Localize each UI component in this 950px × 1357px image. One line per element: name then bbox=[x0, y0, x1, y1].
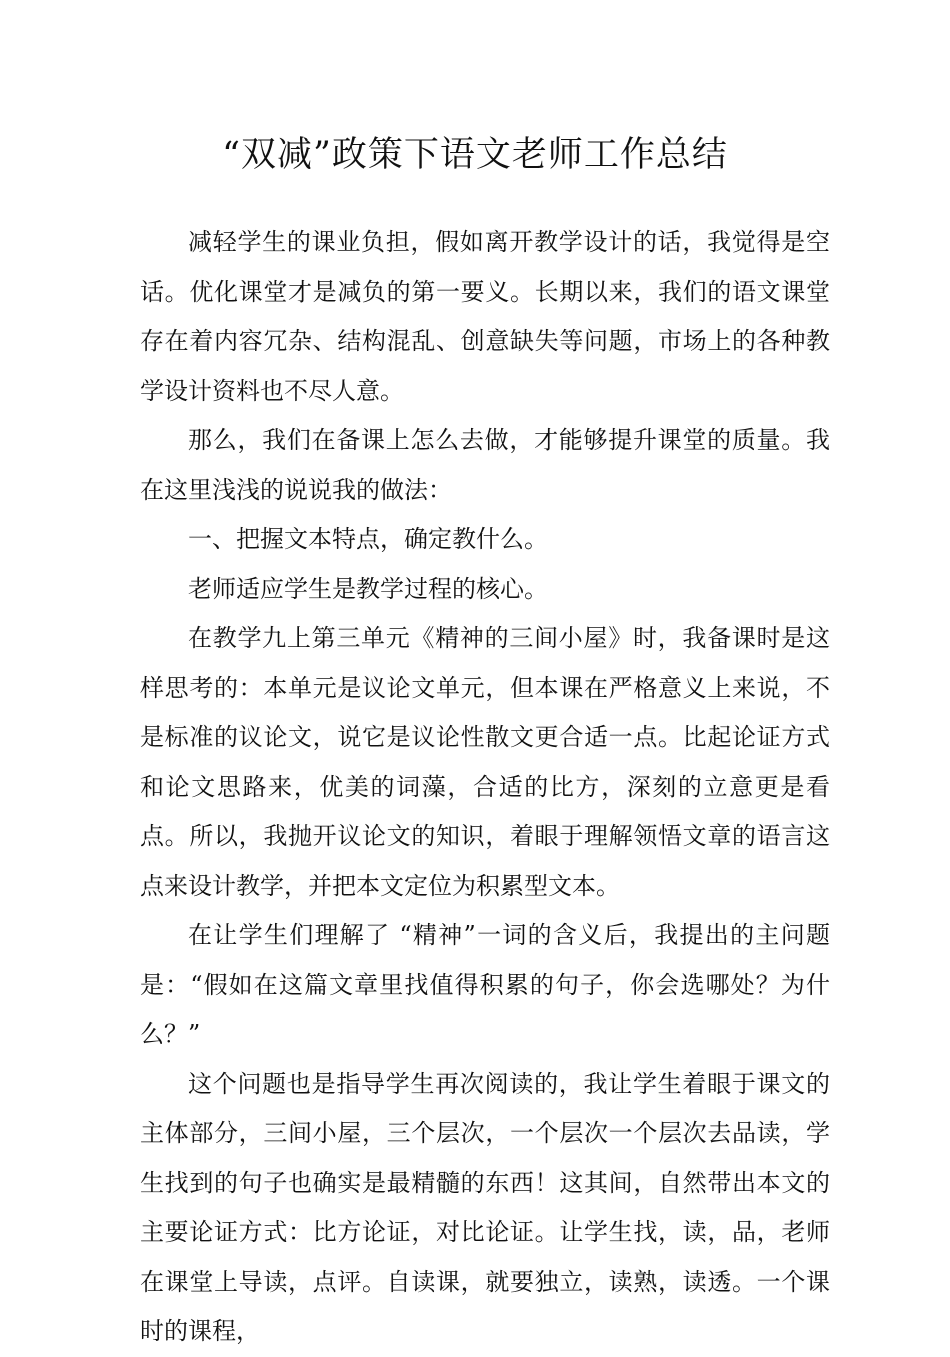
document-body bbox=[140, 218, 830, 1357]
section-heading-1: 一、把握文本特点，确定教什么。 bbox=[188, 525, 548, 553]
paragraph-2: 那么，我们在备课上怎么去做，才能够提升课堂的质量。我在这里浅浅的说说我的做法： bbox=[140, 426, 830, 504]
document-title: “双减”政策下语文老师工作总结 bbox=[222, 135, 728, 175]
paragraph-3: 老师适应学生是教学过程的核心。 bbox=[188, 574, 548, 603]
paragraph-5: 在让学生们理解了 “精神”一词的含义后，我提出的主问题是：“假如在这篇文章里找值得积累的句子，你会选哪处？为什么？” bbox=[140, 921, 830, 1048]
paragraph-6: 这个问题也是指导学生再次阅读的，我让学生着眼于课文的主体部分，三间小屋，三个层次，一个层次一个层次去品读，学生找到的句子也确实是最精髓的东西！这其间，自然带出本文的主要论证方式：比方论证，对比论证。让学生找，读，品，老师在课堂上导读，点评。自读课，就要独立，读熟，读透。一个课时的课程， bbox=[140, 1069, 830, 1345]
paragraph-1: 减轻学生的课业负担，假如离开教学设计的话，我觉得是空话。优化课堂才是减负的第一要义。长期以来，我们的语文课堂存在着内容冗杂、结构混乱、创意缺失等问题，市场上的各种教学设计资料也不尽人意。 bbox=[140, 228, 830, 405]
paragraph-4: 在教学九上第三单元《精神的三间小屋》时，我备课时是这样思考的：本单元是议论文单元，但本课在严格意义上来说，不是标准的议论文，说它是议论性散文更合适一点。比起论证方式和论文思路来，优美的词藻，合适的比方，深刻的立意更是看点。所以，我抛开议论文的知识，着眼于理解领悟文章的语言这点来设计教学，并把本文定位为积累型文本。 bbox=[140, 624, 830, 900]
